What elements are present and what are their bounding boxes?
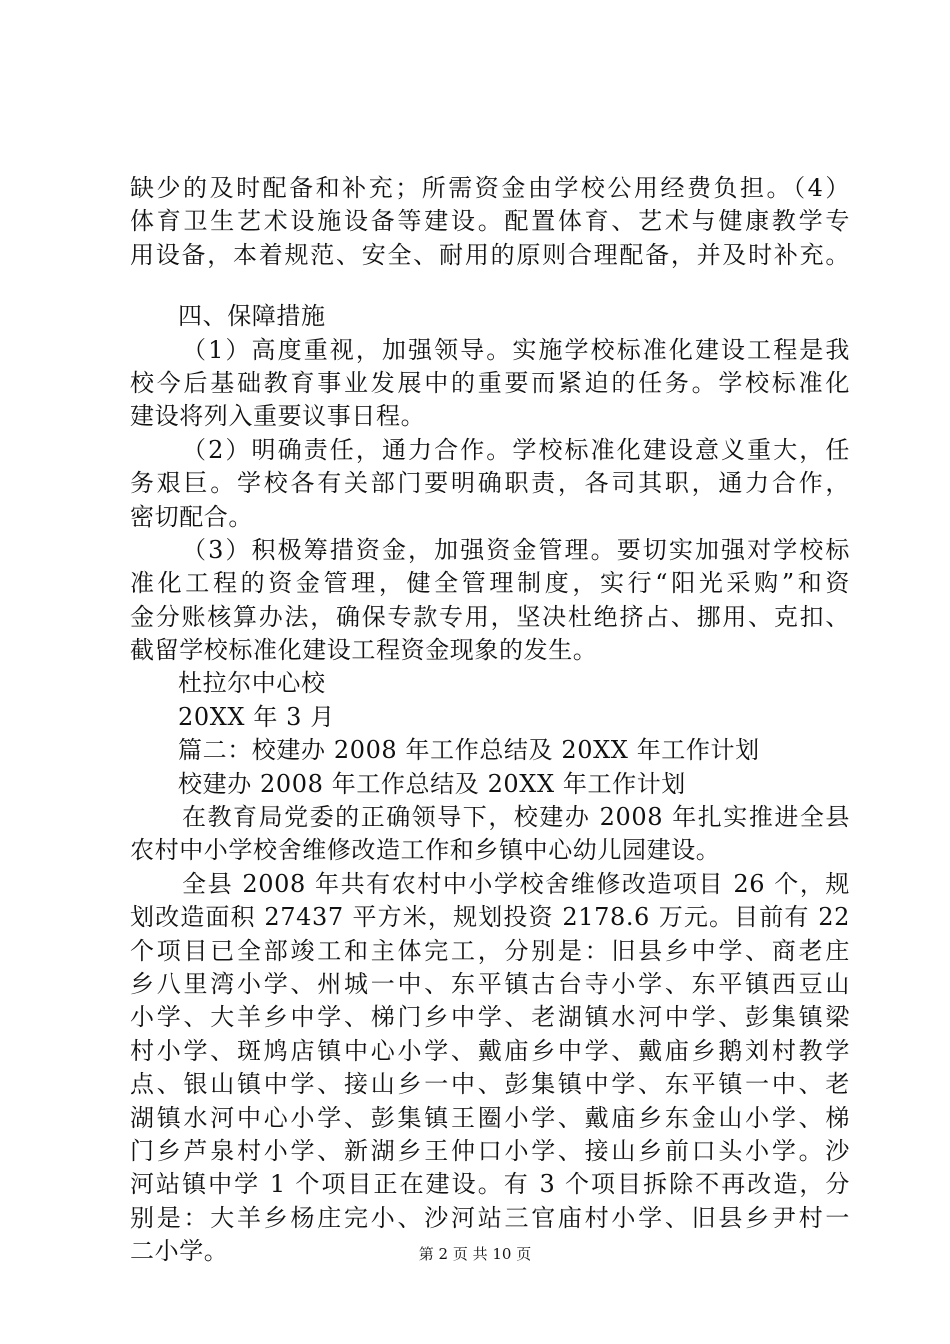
paragraph-line: 体育卫生艺术设施设备等建设。配置体育、艺术与健康教学专	[130, 207, 850, 236]
paragraph-line: 金分账核算办法，确保专款专用，坚决杜绝挤占、挪用、克扣、	[130, 602, 850, 631]
paragraph-line: 务艰巨。学校各有关部门要明确职责，各司其职，通力合作，	[130, 469, 850, 498]
date: 20XX 年 3 月	[178, 702, 335, 731]
document-body	[130, 172, 850, 1269]
paragraph-line: 点、银山镇中学、接山乡一中、彭集镇中学、东平镇一中、老	[130, 1070, 850, 1099]
paragraph-line: 湖镇水河中心小学、彭集镇王圈小学、戴庙乡东金山小学、梯	[130, 1103, 850, 1132]
paragraph-line: 缺少的及时配备和补充；所需资金由学校公用经费负担。（4）	[130, 174, 850, 202]
paragraph-line: 建设将列入重要议事日程。	[130, 402, 426, 431]
paragraph-line: 别是：大羊乡杨庄完小、沙河站三官庙村小学、旧县乡尹村一	[130, 1203, 850, 1232]
paragraph-spacer	[130, 272, 850, 300]
paragraph-line: 在教育局党委的正确领导下，校建办 2008 年扎实推进全县	[182, 803, 850, 832]
paragraph-line: 乡八里湾小学、州城一中、东平镇古台寺小学、东平镇西豆山	[130, 969, 850, 998]
paragraph-line: 准化工程的资金管理，健全管理制度，实行“阳光采购”和资	[130, 569, 850, 598]
part-heading: 篇二：校建办 2008 年工作总结及 20XX 年工作计划	[178, 736, 760, 765]
paragraph-line: 门乡芦泉村小学、新湖乡王仲口小学、接山乡前口头小学。沙	[130, 1136, 850, 1165]
paragraph-line: 农村中小学校舍维修改造工作和乡镇中心幼儿园建设。	[130, 836, 721, 865]
paragraph-line: 密切配合。	[130, 502, 253, 531]
paragraph-line: 河站镇中学 1 个项目正在建设。有 3 个项目拆除不再改造，分	[130, 1170, 850, 1199]
paragraph-line: 小学、大羊乡中学、梯门乡中学、老湖镇水河中学、彭集镇梁	[130, 1003, 850, 1032]
paragraph-line: 个项目已全部竣工和主体完工，分别是：旧县乡中学、商老庄	[130, 936, 850, 965]
paragraph-line: 全县 2008 年共有农村中小学校舍维修改造项目 26 个，规	[182, 869, 850, 898]
paragraph-line: 校今后基础教育事业发展中的重要而紧迫的任务。学校标准化	[130, 368, 850, 397]
section-heading: 四、保障措施	[178, 302, 326, 331]
paragraph-line: （3）积极筹措资金，加强资金管理。要切实加强对学校标	[182, 535, 850, 564]
page-footer: 第 2 页 共 10 页	[418, 1245, 532, 1263]
paragraph-line: （2）明确责任，通力合作。学校标准化建设意义重大，任	[182, 435, 850, 464]
paragraph-line: 划改造面积 27437 平方米，规划投资 2178.6 万元。目前有 22	[130, 903, 850, 932]
signature: 杜拉尔中心校	[178, 669, 326, 698]
paragraph-line: 二小学。	[130, 1237, 229, 1266]
paragraph-line: 用设备，本着规范、安全、耐用的原则合理配备，并及时补充。	[130, 240, 850, 269]
paragraph-line: 村小学、斑鸠店镇中心小学、戴庙乡中学、戴庙乡鹅刘村教学	[130, 1036, 850, 1065]
part-title: 校建办 2008 年工作总结及 20XX 年工作计划	[178, 769, 686, 798]
paragraph-line: 截留学校标准化建设工程资金现象的发生。	[130, 636, 598, 665]
paragraph-line: （1）高度重视，加强领导。实施学校标准化建设工程是我	[182, 335, 850, 364]
